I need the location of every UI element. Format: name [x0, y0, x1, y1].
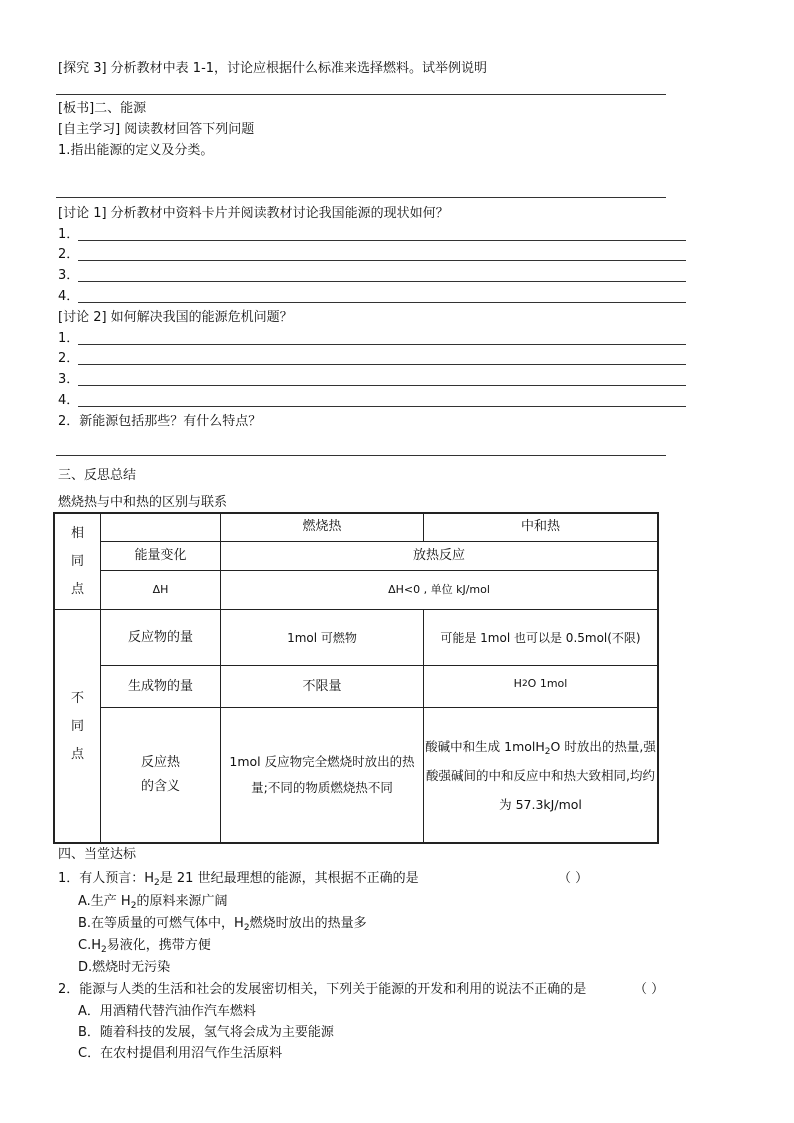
list-number: 4．	[58, 289, 80, 304]
combustion-product: 不限量	[302, 678, 342, 694]
mcq2-stem: 2．能源与人类的生活和社会的发展密切相关，下列关于能源的开发和利用的说法不正确的是	[58, 982, 587, 997]
mcq1-answer-paren: （ ）	[558, 871, 589, 886]
diff-label: 不同点	[70, 690, 84, 762]
neutralization-meaning: 酸碱中和生成 1molH$_2$O 时放出的热量,强酸强碱间的中和反应中和热大致相同,均约为 57.3kJ/mol	[425, 738, 656, 812]
discuss1-text: [讨论 1] 分析教材中资料卡片并阅读教材讨论我国能源的现状如何？	[58, 206, 449, 221]
list-number: 2．	[58, 247, 80, 262]
list-number: 3．	[58, 372, 80, 387]
mcq1-stem: 1．有人预言：$H_2$是 21 世纪最理想的能源，其根据不正确的是	[58, 871, 419, 888]
list-number: 3．	[58, 268, 80, 283]
exothermic-value: 放热反应	[412, 548, 465, 563]
section-4-heading: 四、当堂达标	[58, 847, 137, 862]
list-number: 1．	[58, 227, 80, 242]
same-label: 相同点	[70, 525, 84, 597]
mcq2-option-b: B．随着科技的发展，氢气将会成为主要能源	[78, 1025, 334, 1040]
combustion-reactant: 1mol 可燃物	[287, 630, 357, 645]
delta-h-label: ΔH	[152, 583, 169, 596]
selfstudy-text: [自主学习] 阅读教材回答下列问题	[58, 122, 255, 137]
board2-text: [板书]二、能源	[58, 101, 147, 116]
mcq2-answer-paren: （ ）	[634, 982, 665, 997]
combustion-meaning: 1mol 反应物完全燃烧时放出的热量;不同的物质燃烧热不同	[229, 754, 415, 795]
neutralization-product: H 2 O 1mol	[513, 677, 568, 690]
reactant-amount-label: 反应物的量	[127, 629, 193, 645]
energy-change-label: 能量变化	[134, 548, 187, 563]
table-title: 燃烧热与中和热的区别与联系	[58, 495, 228, 510]
delta-h-value: ΔH<0 , 单位 kJ/mol	[388, 583, 490, 596]
list-number: 1．	[58, 331, 80, 346]
mcq1-option-d: D.燃烧时无污染	[78, 960, 171, 975]
product-amount-label: 生成物的量	[127, 678, 193, 694]
heat-meaning-label: 反应热 的含义	[140, 755, 180, 794]
mcq2-option-a: A．用酒精代替汽油作汽车燃料	[78, 1004, 256, 1019]
section-3-heading: 三、反思总结	[58, 468, 137, 483]
mcq2-option-c: C．在农村提倡利用沼气作生活原料	[78, 1046, 283, 1061]
mcq1-option-b: B.在等质量的可燃气体中，$H_2$燃烧时放出的热量多	[78, 916, 367, 933]
header-neutralization: 中和热	[520, 519, 560, 534]
explore3-text: [探究 3] 分析教材中表 1-1，讨论应根据什么标准来选择燃料。试举例说明	[58, 61, 488, 76]
discuss2-text: [讨论 2] 如何解决我国的能源危机问题？	[58, 310, 293, 325]
neutralization-reactant: 可能是 1mol 也可以是 0.5mol(不限)	[440, 630, 641, 645]
question-1: 1.指出能源的定义及分类。	[58, 143, 214, 158]
mcq1-option-a: A.生产 $H_2$的原料来源广阔	[78, 894, 228, 911]
list-number: 2．	[58, 351, 80, 366]
question-2: 2．新能源包括那些？有什么特点？	[58, 414, 262, 429]
header-combustion: 燃烧热	[302, 519, 342, 534]
list-number: 4．	[58, 393, 80, 408]
mcq1-option-c: $C.H_2$易液化，携带方便	[78, 938, 211, 955]
